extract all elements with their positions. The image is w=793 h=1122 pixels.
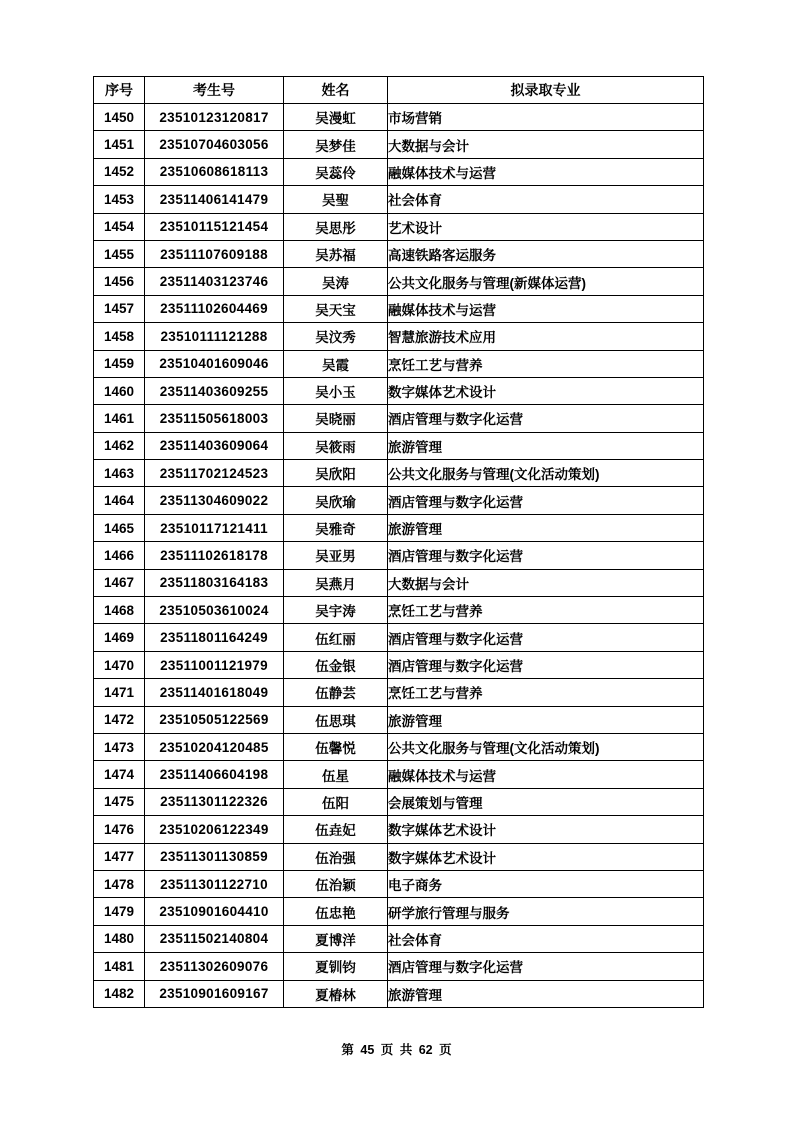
cell-serial-number: 1460: [94, 377, 145, 404]
cell-proposed-major: 旅游管理: [388, 432, 704, 459]
cell-candidate-number: 23510115121454: [145, 213, 284, 240]
cell-name: 吴宇涛: [284, 597, 388, 624]
header-name: 姓名: [284, 77, 388, 104]
cell-name: 伍红丽: [284, 624, 388, 651]
cell-name: 伍馨悦: [284, 733, 388, 760]
cell-serial-number: 1480: [94, 925, 145, 952]
cell-serial-number: 1461: [94, 405, 145, 432]
cell-proposed-major: 公共文化服务与管理(文化活动策划): [388, 733, 704, 760]
cell-serial-number: 1450: [94, 104, 145, 131]
cell-name: 吴欣阳: [284, 460, 388, 487]
cell-candidate-number: 23511102604469: [145, 295, 284, 322]
cell-candidate-number: 23510608618113: [145, 158, 284, 185]
cell-candidate-number: 23511304609022: [145, 487, 284, 514]
cell-candidate-number: 23510111121288: [145, 323, 284, 350]
cell-serial-number: 1473: [94, 733, 145, 760]
cell-candidate-number: 23511301122326: [145, 788, 284, 815]
table-row: [94, 186, 704, 213]
cell-candidate-number: 23510503610024: [145, 597, 284, 624]
cell-proposed-major: 市场营销: [388, 104, 704, 131]
cell-candidate-number: 23510901609167: [145, 980, 284, 1007]
table-row: [94, 733, 704, 760]
cell-name: 吴蕊伶: [284, 158, 388, 185]
cell-proposed-major: 公共文化服务与管理(文化活动策划): [388, 460, 704, 487]
cell-candidate-number: 23510505122569: [145, 706, 284, 733]
table-row: [94, 405, 704, 432]
cell-candidate-number: 23510117121411: [145, 514, 284, 541]
cell-name: 伍思琪: [284, 706, 388, 733]
header-candidate-number: 考生号: [145, 77, 284, 104]
cell-proposed-major: 高速铁路客运服务: [388, 240, 704, 267]
cell-candidate-number: 23510704603056: [145, 131, 284, 158]
cell-serial-number: 1455: [94, 240, 145, 267]
cell-serial-number: 1474: [94, 761, 145, 788]
header-proposed-major: 拟录取专业: [388, 77, 704, 104]
header-serial-number: 序号: [94, 77, 145, 104]
table-row: [94, 240, 704, 267]
cell-serial-number: 1452: [94, 158, 145, 185]
cell-proposed-major: 研学旅行管理与服务: [388, 898, 704, 925]
cell-proposed-major: 大数据与会计: [388, 131, 704, 158]
table-row: [94, 624, 704, 651]
cell-serial-number: 1458: [94, 323, 145, 350]
cell-candidate-number: 23511401618049: [145, 679, 284, 706]
cell-serial-number: 1464: [94, 487, 145, 514]
cell-name: 伍忠艳: [284, 898, 388, 925]
table-row: [94, 514, 704, 541]
cell-proposed-major: 会展策划与管理: [388, 788, 704, 815]
cell-name: 吴涛: [284, 268, 388, 295]
cell-proposed-major: 酒店管理与数字化运营: [388, 953, 704, 980]
cell-proposed-major: 旅游管理: [388, 514, 704, 541]
table-row: [94, 679, 704, 706]
admission-table: [93, 76, 704, 1008]
cell-candidate-number: 23511102618178: [145, 542, 284, 569]
table-row: [94, 569, 704, 596]
cell-candidate-number: 23510204120485: [145, 733, 284, 760]
cell-proposed-major: 智慧旅游技术应用: [388, 323, 704, 350]
table-row: [94, 843, 704, 870]
cell-serial-number: 1478: [94, 870, 145, 897]
cell-proposed-major: 数字媒体艺术设计: [388, 816, 704, 843]
table-row: [94, 953, 704, 980]
cell-name: 伍治强: [284, 843, 388, 870]
cell-candidate-number: 23510123120817: [145, 104, 284, 131]
cell-serial-number: 1472: [94, 706, 145, 733]
cell-candidate-number: 23510901604410: [145, 898, 284, 925]
cell-name: 吴漫虹: [284, 104, 388, 131]
table-row: [94, 816, 704, 843]
cell-candidate-number: 23511301130859: [145, 843, 284, 870]
cell-proposed-major: 艺术设计: [388, 213, 704, 240]
table-row: [94, 706, 704, 733]
cell-proposed-major: 公共文化服务与管理(新媒体运营): [388, 268, 704, 295]
table-row: [94, 377, 704, 404]
cell-proposed-major: 融媒体技术与运营: [388, 158, 704, 185]
table-row: [94, 761, 704, 788]
cell-name: 夏椿林: [284, 980, 388, 1007]
cell-proposed-major: 酒店管理与数字化运营: [388, 542, 704, 569]
cell-candidate-number: 23511403609255: [145, 377, 284, 404]
cell-name: 伍垚妃: [284, 816, 388, 843]
cell-serial-number: 1454: [94, 213, 145, 240]
cell-candidate-number: 23511502140804: [145, 925, 284, 952]
cell-name: 伍星: [284, 761, 388, 788]
cell-serial-number: 1453: [94, 186, 145, 213]
table-row: [94, 158, 704, 185]
page-footer: 第 45 页 共 62 页: [341, 1043, 452, 1057]
table-row: [94, 597, 704, 624]
table-row: [94, 460, 704, 487]
cell-serial-number: 1462: [94, 432, 145, 459]
table-row: [94, 651, 704, 678]
cell-proposed-major: 烹饪工艺与营养: [388, 350, 704, 377]
cell-proposed-major: 数字媒体艺术设计: [388, 843, 704, 870]
cell-name: 吴燕月: [284, 569, 388, 596]
cell-name: 伍阳: [284, 788, 388, 815]
cell-name: 伍金银: [284, 651, 388, 678]
cell-name: 吴小玉: [284, 377, 388, 404]
cell-proposed-major: 融媒体技术与运营: [388, 761, 704, 788]
table-row: [94, 788, 704, 815]
table-row: [94, 870, 704, 897]
cell-serial-number: 1470: [94, 651, 145, 678]
cell-proposed-major: 酒店管理与数字化运营: [388, 405, 704, 432]
cell-candidate-number: 23510401609046: [145, 350, 284, 377]
table-row: [94, 104, 704, 131]
cell-name: 伍治颖: [284, 870, 388, 897]
cell-candidate-number: 23511406141479: [145, 186, 284, 213]
cell-name: 夏博洋: [284, 925, 388, 952]
cell-proposed-major: 酒店管理与数字化运营: [388, 624, 704, 651]
cell-name: 伍静芸: [284, 679, 388, 706]
cell-name: 夏钏钧: [284, 953, 388, 980]
table-row: [94, 487, 704, 514]
cell-name: 吴思彤: [284, 213, 388, 240]
table-row: [94, 213, 704, 240]
cell-name: 吴汶秀: [284, 323, 388, 350]
cell-proposed-major: 烹饪工艺与营养: [388, 679, 704, 706]
cell-serial-number: 1481: [94, 953, 145, 980]
cell-serial-number: 1466: [94, 542, 145, 569]
cell-candidate-number: 23511302609076: [145, 953, 284, 980]
cell-name: 吴欣瑜: [284, 487, 388, 514]
table-row: [94, 350, 704, 377]
cell-candidate-number: 23511107609188: [145, 240, 284, 267]
cell-candidate-number: 23510206122349: [145, 816, 284, 843]
cell-name: 吴亚男: [284, 542, 388, 569]
cell-candidate-number: 23511403123746: [145, 268, 284, 295]
table-row: [94, 925, 704, 952]
table-body: [94, 104, 704, 1008]
cell-name: 吴天宝: [284, 295, 388, 322]
cell-proposed-major: 烹饪工艺与营养: [388, 597, 704, 624]
cell-serial-number: 1465: [94, 514, 145, 541]
cell-candidate-number: 23511403609064: [145, 432, 284, 459]
table-row: [94, 980, 704, 1007]
cell-name: 吴筱雨: [284, 432, 388, 459]
cell-candidate-number: 23511301122710: [145, 870, 284, 897]
cell-proposed-major: 旅游管理: [388, 706, 704, 733]
cell-candidate-number: 23511001121979: [145, 651, 284, 678]
cell-serial-number: 1471: [94, 679, 145, 706]
cell-proposed-major: 社会体育: [388, 186, 704, 213]
cell-serial-number: 1467: [94, 569, 145, 596]
table-row: [94, 898, 704, 925]
cell-proposed-major: 旅游管理: [388, 980, 704, 1007]
cell-serial-number: 1459: [94, 350, 145, 377]
cell-proposed-major: 大数据与会计: [388, 569, 704, 596]
cell-proposed-major: 电子商务: [388, 870, 704, 897]
cell-serial-number: 1456: [94, 268, 145, 295]
table-row: [94, 542, 704, 569]
cell-name: 吴苏福: [284, 240, 388, 267]
cell-serial-number: 1469: [94, 624, 145, 651]
cell-name: 吴霞: [284, 350, 388, 377]
cell-proposed-major: 社会体育: [388, 925, 704, 952]
table-header-row: [94, 77, 704, 104]
cell-name: 吴雅奇: [284, 514, 388, 541]
cell-serial-number: 1468: [94, 597, 145, 624]
cell-candidate-number: 23511406604198: [145, 761, 284, 788]
table-row: [94, 268, 704, 295]
cell-proposed-major: 酒店管理与数字化运营: [388, 487, 704, 514]
cell-candidate-number: 23511803164183: [145, 569, 284, 596]
table-row: [94, 295, 704, 322]
table-row: [94, 131, 704, 158]
cell-serial-number: 1451: [94, 131, 145, 158]
table-row: [94, 323, 704, 350]
cell-candidate-number: 23511505618003: [145, 405, 284, 432]
cell-proposed-major: 酒店管理与数字化运营: [388, 651, 704, 678]
cell-serial-number: 1457: [94, 295, 145, 322]
cell-serial-number: 1475: [94, 788, 145, 815]
cell-serial-number: 1476: [94, 816, 145, 843]
cell-serial-number: 1482: [94, 980, 145, 1007]
cell-name: 吴聖: [284, 186, 388, 213]
cell-proposed-major: 数字媒体艺术设计: [388, 377, 704, 404]
cell-candidate-number: 23511801164249: [145, 624, 284, 651]
cell-serial-number: 1477: [94, 843, 145, 870]
cell-name: 吴晓丽: [284, 405, 388, 432]
cell-serial-number: 1463: [94, 460, 145, 487]
table-row: [94, 432, 704, 459]
cell-serial-number: 1479: [94, 898, 145, 925]
cell-candidate-number: 23511702124523: [145, 460, 284, 487]
cell-proposed-major: 融媒体技术与运营: [388, 295, 704, 322]
cell-name: 吴梦佳: [284, 131, 388, 158]
